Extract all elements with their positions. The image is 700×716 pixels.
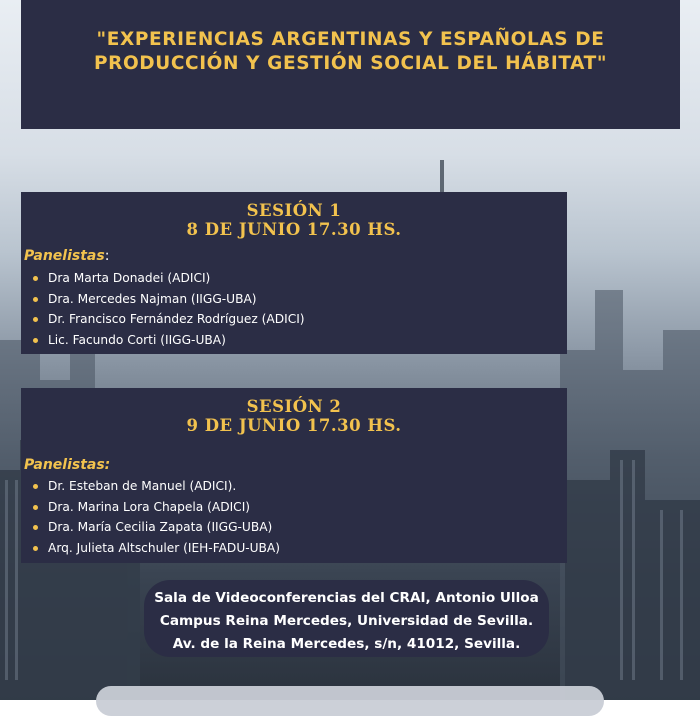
event-title-banner [21,0,680,129]
list-item [32,538,280,559]
bullet-dot-icon [33,338,38,343]
panelist-name: Arq. Julieta Altschuler (IEH-FADU-UBA) [48,540,281,555]
venue-room: Sala de Videoconferencias del CRAI, Antonio Ulloa [154,590,539,606]
session-1-date: 8 DE JUNIO 17.30 HS. [186,220,402,239]
session-1-panelist-list [32,268,305,350]
list-item [32,330,305,351]
bullet-dot-icon [33,317,38,322]
panelist-name: Dra. Marina Lora Chapela (ADICI) [48,499,251,514]
event-title-line-1: "EXPERIENCIAS ARGENTINAS Y ESPAÑOLAS DE [96,29,605,50]
panelist-name: Dra Marta Donadei (ADICI) [48,271,211,285]
bullet-dot-icon [33,505,38,510]
session-1-panelists-heading [24,248,109,264]
bullet-dot-icon [33,484,38,489]
list-item [32,517,280,538]
panelist-name: Dr. Francisco Fernández Rodríguez (ADICI) [48,312,305,326]
session-1-panel [21,192,567,354]
panelist-name: Lic. Facundo Corti (IIGG-UBA) [48,332,226,347]
list-item [32,476,280,497]
bullet-dot-icon [33,297,38,302]
venue-info-box [144,580,549,657]
event-title-line-2: PRODUCCIÓN Y GESTIÓN SOCIAL DEL HÁBITAT" [93,53,608,74]
session-2-title: SESIÓN 2 [246,397,342,416]
bullet-dot-icon [33,525,38,530]
panelist-name: Dr. Esteban de Manuel (ADICI). [48,479,237,493]
panelists-label: Panelistas [24,248,105,264]
session-2-date: 9 DE JUNIO 17.30 HS. [186,416,402,435]
panelists-colon: : [104,248,110,264]
venue-campus: Campus Reina Mercedes, Universidad de Sevilla. [159,613,534,629]
session-2-panel [21,388,567,563]
list-item [32,309,305,330]
list-item [32,289,305,310]
list-item [32,268,305,289]
bullet-dot-icon [33,546,38,551]
venue-address: Av. de la Reina Mercedes, s/n, 41012, Sevilla. [172,636,521,652]
session-2-panelists-heading: Panelistas: [24,457,111,473]
list-item [32,497,280,518]
bottom-banner [96,686,604,716]
session-2-panelist-list [32,476,280,558]
bullet-dot-icon [33,276,38,281]
panelist-name: Dra. María Cecilia Zapata (IIGG-UBA) [48,520,273,534]
panelist-name: Dra. Mercedes Najman (IIGG-UBA) [48,291,257,306]
session-1-title: SESIÓN 1 [246,201,342,220]
